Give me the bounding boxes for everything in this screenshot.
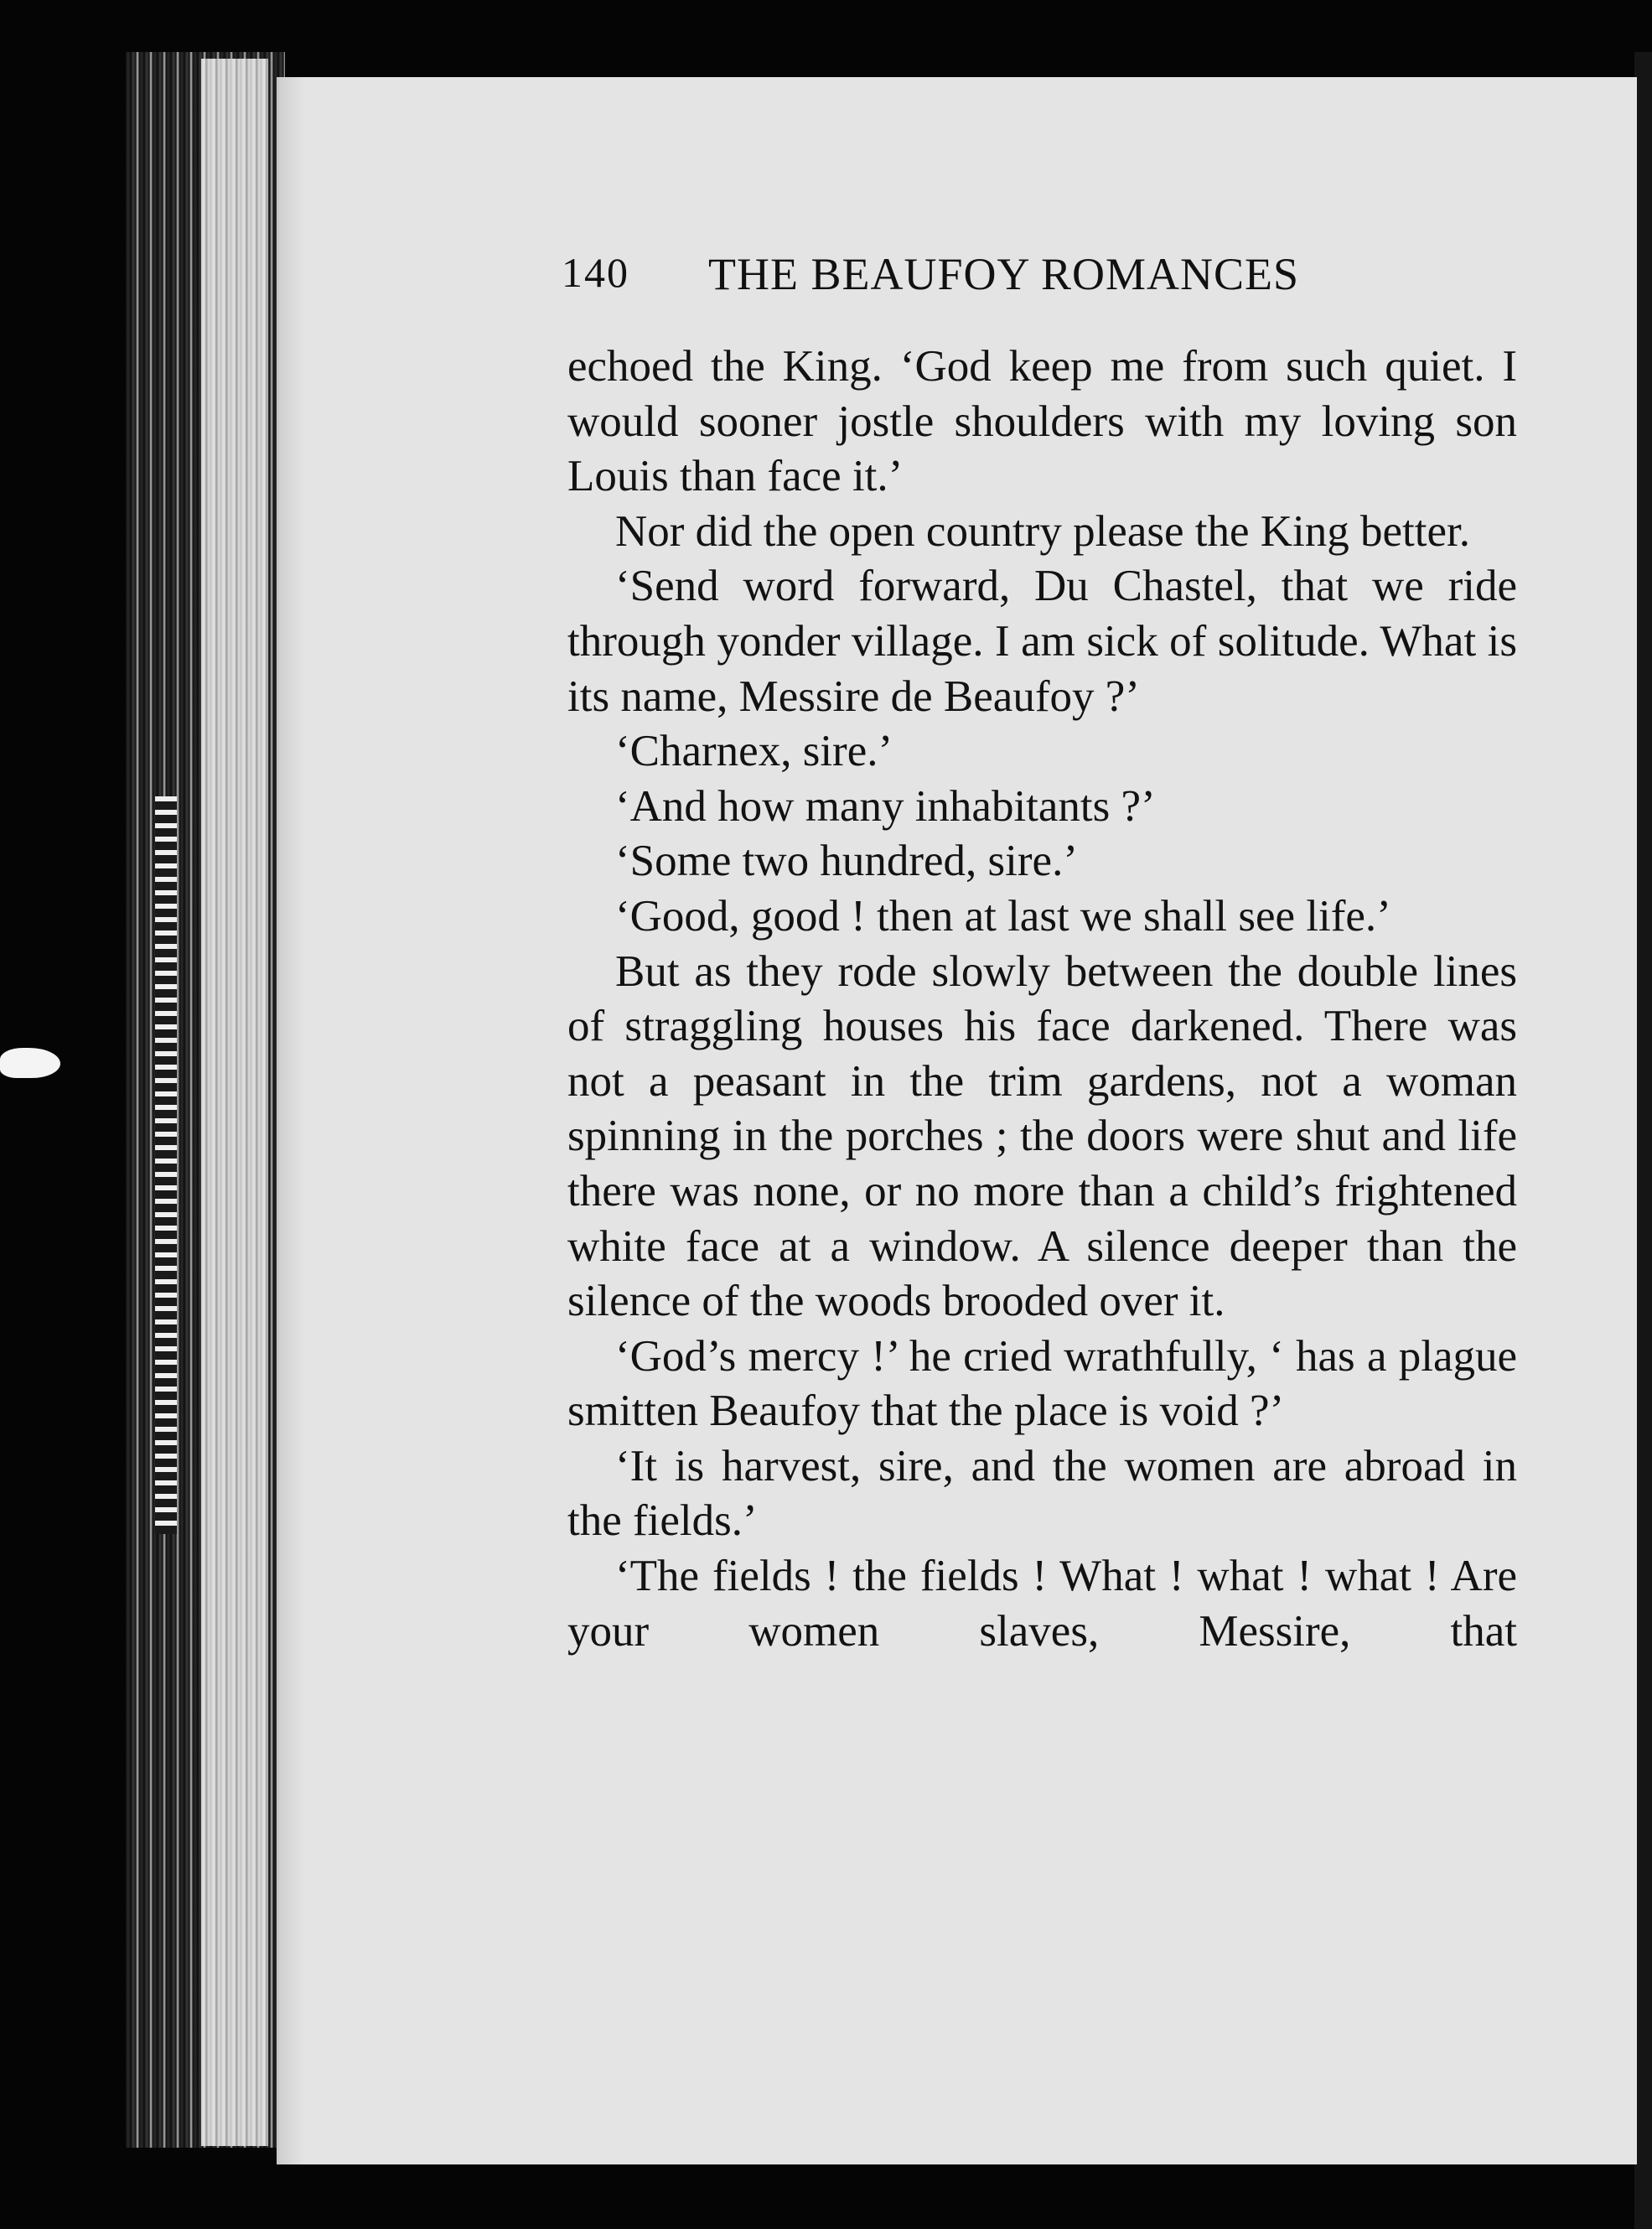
page-clip [0, 1048, 60, 1078]
paragraph: ‘The fields ! the fields ! What ! what ! what ! Are your women slaves, Messire, that [567, 1552, 1517, 1656]
paragraph: ‘And how many inhabitants ?’ [615, 781, 1156, 831]
scan-right-border [1634, 52, 1652, 2229]
paragraph: Nor did the open country please the King better. [615, 506, 1470, 556]
page-gutter-shadow [279, 77, 304, 2164]
paragraph: But as they rode slowly between the double lines of straggling houses his face darkened. There was not a peasant in the trim gardens, not a woman spinning in the porches ; the doors were shut and life there was none, or no more than a child’s frightened white face at a window. A silence deeper than the silence of the woods brooded over it. [567, 946, 1517, 1326]
binding-stitching [155, 796, 177, 1534]
body-text [567, 340, 1517, 1659]
running-head [562, 248, 1400, 307]
paragraph: ‘It is harvest, sire, and the women are abroad in the fields.’ [567, 1441, 1517, 1546]
paragraph: ‘Some two hundred, sire.’ [615, 837, 1078, 886]
book-page-edges-light [201, 59, 268, 2146]
paragraph: ‘Charnex, sire.’ [615, 727, 893, 776]
paragraph: ‘Send word forward, Du Chastel, that we ride through yonder village. I am sick of solitude. What is its name, Messire de Beaufoy ?’ [567, 562, 1517, 721]
paragraph: ‘Good, good ! then at last we shall see life.’ [615, 891, 1391, 941]
paragraph: ‘God’s mercy !’ he cried wrathfully, ‘ has a plague smitten Beaufoy that the place is void ?’ [567, 1331, 1517, 1436]
paragraph: echoed the King. ‘God keep me from such quiet. I would sooner jostle shoulders with my loving son Louis than face it.’ [567, 342, 1517, 501]
page-number: 140 [562, 249, 629, 296]
running-head-title: THE BEAUFOY ROMANCES [708, 249, 1300, 299]
